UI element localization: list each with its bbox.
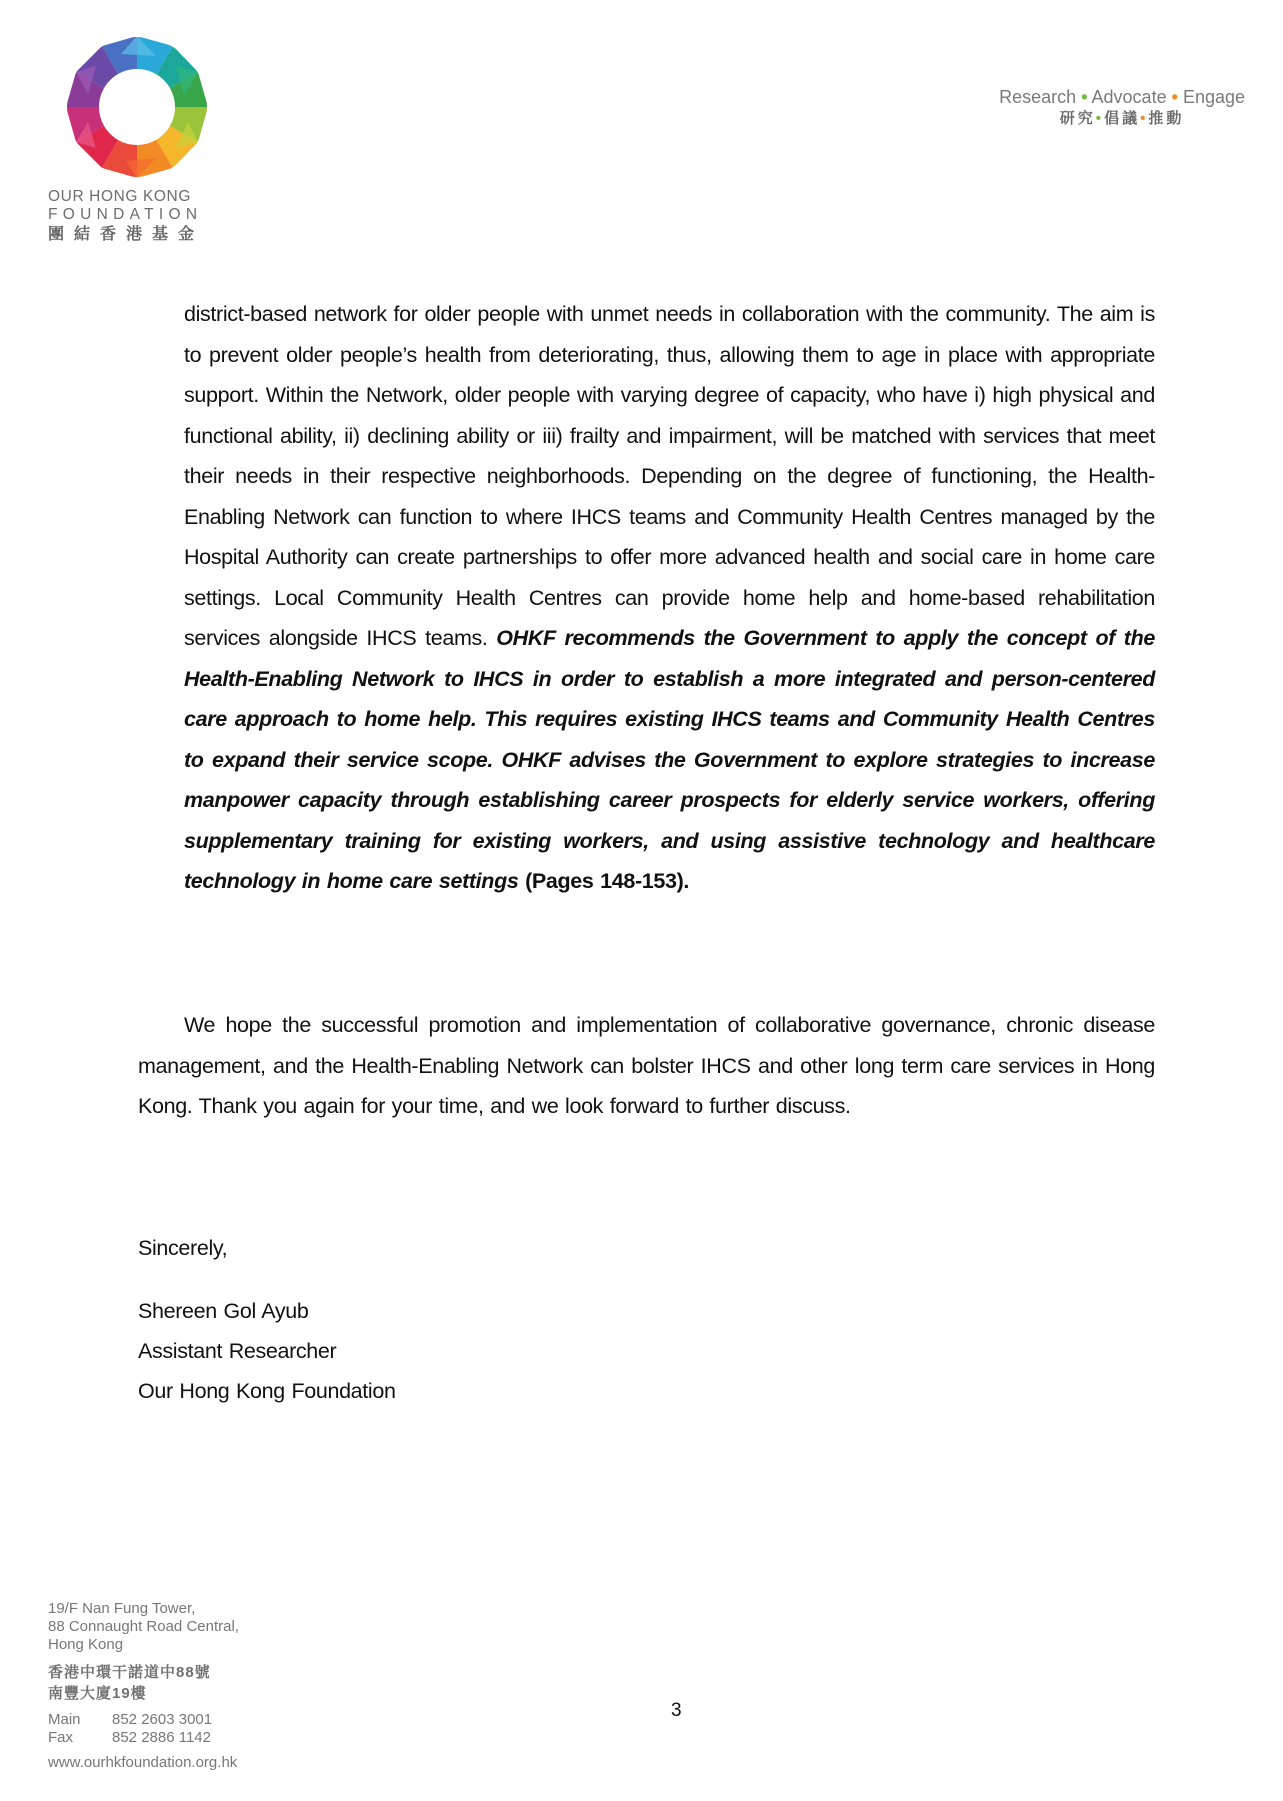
green-dot-separator: • bbox=[1081, 87, 1088, 107]
tagline-english bbox=[999, 86, 1245, 108]
fax-label: Fax bbox=[48, 1729, 74, 1746]
body-paragraph-2: We hope the successful promotion and implementation of collaborative governance, chronic disease management, and the Health-Enabling Network can bolster IHCS and other long term care services in Hong Kong. Thank you again for your time, and we look forward to further discuss. bbox=[138, 1013, 1155, 1118]
signatory-name: Shereen Gol Ayub bbox=[138, 1299, 309, 1323]
orange-dot-separator: • bbox=[1171, 87, 1178, 107]
footer-contact bbox=[48, 1600, 239, 1772]
address-zh-line-1: 香港中環干諾道中88號 bbox=[48, 1664, 211, 1681]
fax-number: 852 2886 1142 bbox=[112, 1729, 211, 1746]
tagline-zh-research: 研究 bbox=[1059, 110, 1096, 127]
address-line-3: Hong Kong bbox=[48, 1636, 124, 1653]
tagline-advocate: Advocate bbox=[1091, 87, 1167, 107]
green-dot-separator: • bbox=[1095, 110, 1105, 127]
logo-name-line2: FOUNDATION bbox=[48, 206, 203, 223]
address-line-1: 19/F Nan Fung Tower, bbox=[48, 1600, 196, 1617]
page-number: 3 bbox=[671, 1700, 682, 1721]
signatory-title: Assistant Researcher bbox=[138, 1339, 337, 1363]
rainbow-ring-logo-icon bbox=[66, 36, 208, 178]
recommendation-bold-italic: OHKF recommends the Government to apply the concept of the Health-Enabling Network to IHCS in order to establish a more integrated and person-centered care approach to home help. This requires existing IHCS teams and Community Health Centres to expand their service scope. OHKF advises the Government to explore strategies to increase manpower capacity through establishing career prospects for elderly service workers, offering supplementary training for existing workers, and using assistive technology and healthcare technology in home care settings bbox=[184, 626, 1155, 893]
page-reference: (Pages 148-153). bbox=[518, 869, 690, 893]
address-zh-line-2: 南豐大廈19樓 bbox=[48, 1685, 147, 1702]
tagline-engage: Engage bbox=[1182, 87, 1245, 107]
logo-wordmark bbox=[48, 188, 248, 246]
tagline-zh-engage: 推動 bbox=[1148, 110, 1185, 127]
tagline bbox=[999, 86, 1245, 130]
address-chinese bbox=[48, 1662, 239, 1704]
tagline-research: Research bbox=[999, 87, 1077, 107]
address-line-2: 88 Connaught Road Central, bbox=[48, 1618, 239, 1635]
fax bbox=[48, 1729, 239, 1747]
logo-name-line1: OUR HONG KONG bbox=[48, 188, 192, 205]
logo-name-chinese: 團結香港基金 bbox=[48, 226, 205, 243]
tagline-zh-advocate: 倡議 bbox=[1104, 110, 1141, 127]
address-english bbox=[48, 1600, 239, 1654]
main-phone bbox=[48, 1711, 239, 1729]
body-paragraph-1 bbox=[184, 294, 1155, 902]
paragraph-1-text: district-based network for older people with unmet needs in collaboration with the community. The aim is to prevent older people’s health from deteriorating, thus, allowing them to age in place with appropriate support. Within the Network, older people with varying degree of capacity, who have i) high physical and functional ability, ii) declining ability or iii) frailty and impairment, will be matched with services that meet their needs in their respective neighborhoods. Depending on the degree of functioning, the Health-Enabling Network can function to where IHCS teams and Community Health Centres managed by the Hospital Authority can create partnerships to offer more advanced health and social care in home care settings. Local Community Health Centres can provide home help and home-based rehabilitation services alongside IHCS teams. bbox=[184, 302, 1155, 650]
signature-block bbox=[138, 1291, 396, 1411]
signatory-organization: Our Hong Kong Foundation bbox=[138, 1379, 396, 1403]
website-link[interactable]: www.ourhkfoundation.org.hk bbox=[48, 1754, 238, 1771]
tagline-chinese bbox=[999, 108, 1245, 130]
closing-salutation: Sincerely, bbox=[138, 1236, 228, 1260]
main-number: 852 2603 3001 bbox=[112, 1711, 213, 1728]
phone-numbers bbox=[48, 1711, 239, 1747]
orange-dot-separator: • bbox=[1140, 110, 1149, 127]
main-label: Main bbox=[48, 1711, 81, 1728]
